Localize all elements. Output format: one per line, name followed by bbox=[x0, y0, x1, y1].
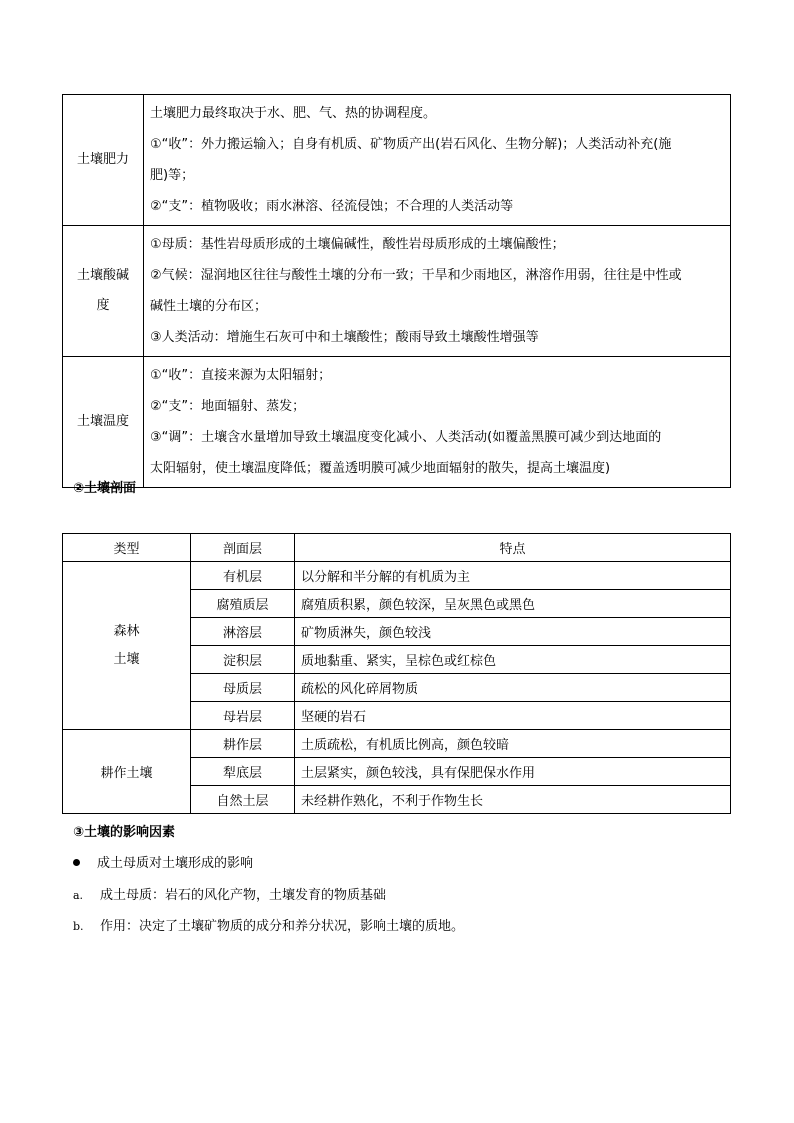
column-header: 剖面层 bbox=[191, 534, 295, 562]
text-line: ①“收”：外力搬运输入；自身有机质、矿物质产出(岩石风化、生物分解)；人类活动补充(施 bbox=[150, 137, 672, 152]
text-line: 太阳辐射，使土壤温度降低；覆盖透明膜可减少地面辐射的散失，提高土壤温度) bbox=[150, 461, 611, 476]
layer-feature: 未经耕作熟化，不利于作物生长 bbox=[295, 786, 731, 814]
row-key-line: 土壤酸碱 bbox=[76, 268, 129, 283]
text-line: ③人类活动：增施生石灰可中和土壤酸性；酸雨导致土壤酸性增强等 bbox=[150, 330, 539, 345]
list-item-b bbox=[73, 915, 464, 934]
layer-name: 母岩层 bbox=[191, 702, 295, 730]
table-row bbox=[63, 95, 731, 226]
list-marker: a. bbox=[73, 889, 84, 902]
layer-name: 犁底层 bbox=[191, 758, 295, 786]
layer-name: 腐殖质层 bbox=[191, 590, 295, 618]
text-line: 土壤肥力最终取决于水、肥、气、热的协调程度。 bbox=[150, 106, 437, 121]
row-content-temperature bbox=[144, 357, 731, 488]
soil-properties-table bbox=[62, 94, 731, 488]
soil-type-forest bbox=[63, 562, 191, 730]
layer-feature: 疏松的风化碎屑物质 bbox=[295, 674, 731, 702]
bullet-text: 成土母质对土壤形成的影响 bbox=[97, 856, 254, 871]
table-row bbox=[63, 357, 731, 488]
row-key-temperature: 土壤温度 bbox=[63, 357, 144, 488]
layer-feature: 矿物质淋失，颜色较浅 bbox=[295, 618, 731, 646]
section-heading-influencing-factors: ③土壤的影响因素 bbox=[73, 825, 176, 840]
row-content-acidity bbox=[144, 226, 731, 357]
column-header: 特点 bbox=[295, 534, 731, 562]
list-marker: b. bbox=[73, 920, 84, 933]
text-line: ②“支”：植物吸收；雨水淋溶、径流侵蚀；不合理的人类活动等 bbox=[150, 199, 514, 214]
layer-feature: 腐殖质积累，颜色较深，呈灰黑色或黑色 bbox=[295, 590, 731, 618]
table-row bbox=[63, 226, 731, 357]
list-text: 作用：决定了土壤矿物质的成分和养分状况，影响土壤的质地。 bbox=[100, 919, 465, 934]
text-line: ②气候：湿润地区往往与酸性土壤的分布一致；干旱和少雨地区，淋溶作用弱，往往是中性或 bbox=[150, 268, 682, 283]
text-line: ②“支”：地面辐射、蒸发； bbox=[150, 399, 306, 414]
soil-type-farmland: 耕作土壤 bbox=[63, 730, 191, 814]
soil-profile-table bbox=[62, 533, 731, 814]
row-key-acidity bbox=[63, 226, 144, 357]
layer-name: 母质层 bbox=[191, 674, 295, 702]
text-line: ①“收”：直接来源为太阳辐射； bbox=[150, 368, 332, 383]
list-item-a bbox=[73, 884, 386, 903]
text-line: 肥)等； bbox=[150, 168, 195, 183]
layer-name: 淀积层 bbox=[191, 646, 295, 674]
layer-feature: 质地黏重、紧实，呈棕色或红棕色 bbox=[295, 646, 731, 674]
soil-type-line: 土壤 bbox=[113, 651, 140, 667]
layer-name: 有机层 bbox=[191, 562, 295, 590]
section-heading-soil-profile: ②土壤剖面 bbox=[73, 481, 137, 496]
table-header-row bbox=[63, 534, 731, 562]
text-line: ③“调”：土壤含水量增加导致土壤温度变化减小、人类活动(如覆盖黑膜可减少到达地面的 bbox=[150, 430, 662, 445]
bullet-item bbox=[73, 852, 253, 871]
layer-feature: 土质疏松，有机质比例高，颜色较暗 bbox=[295, 730, 731, 758]
row-key-fertility: 土壤肥力 bbox=[63, 95, 144, 226]
list-text: 成土母质：岩石的风化产物，土壤发育的物质基础 bbox=[100, 888, 387, 903]
table-row bbox=[63, 730, 731, 758]
layer-feature: 土层紧实，颜色较浅，具有保肥保水作用 bbox=[295, 758, 731, 786]
bullet-dot-icon bbox=[73, 859, 80, 866]
layer-name: 淋溶层 bbox=[191, 618, 295, 646]
column-header: 类型 bbox=[63, 534, 191, 562]
row-content-fertility bbox=[144, 95, 731, 226]
layer-feature: 以分解和半分解的有机质为主 bbox=[295, 562, 731, 590]
soil-type-line: 森林 bbox=[113, 623, 140, 639]
text-line: ①母质：基性岩母质形成的土壤偏碱性，酸性岩母质形成的土壤偏酸性； bbox=[150, 237, 565, 252]
layer-feature: 坚硬的岩石 bbox=[295, 702, 731, 730]
layer-name: 自然土层 bbox=[191, 786, 295, 814]
row-key-line: 度 bbox=[96, 298, 110, 313]
layer-name: 耕作层 bbox=[191, 730, 295, 758]
text-line: 碱性土壤的分布区； bbox=[150, 299, 268, 314]
table-row bbox=[63, 562, 731, 590]
